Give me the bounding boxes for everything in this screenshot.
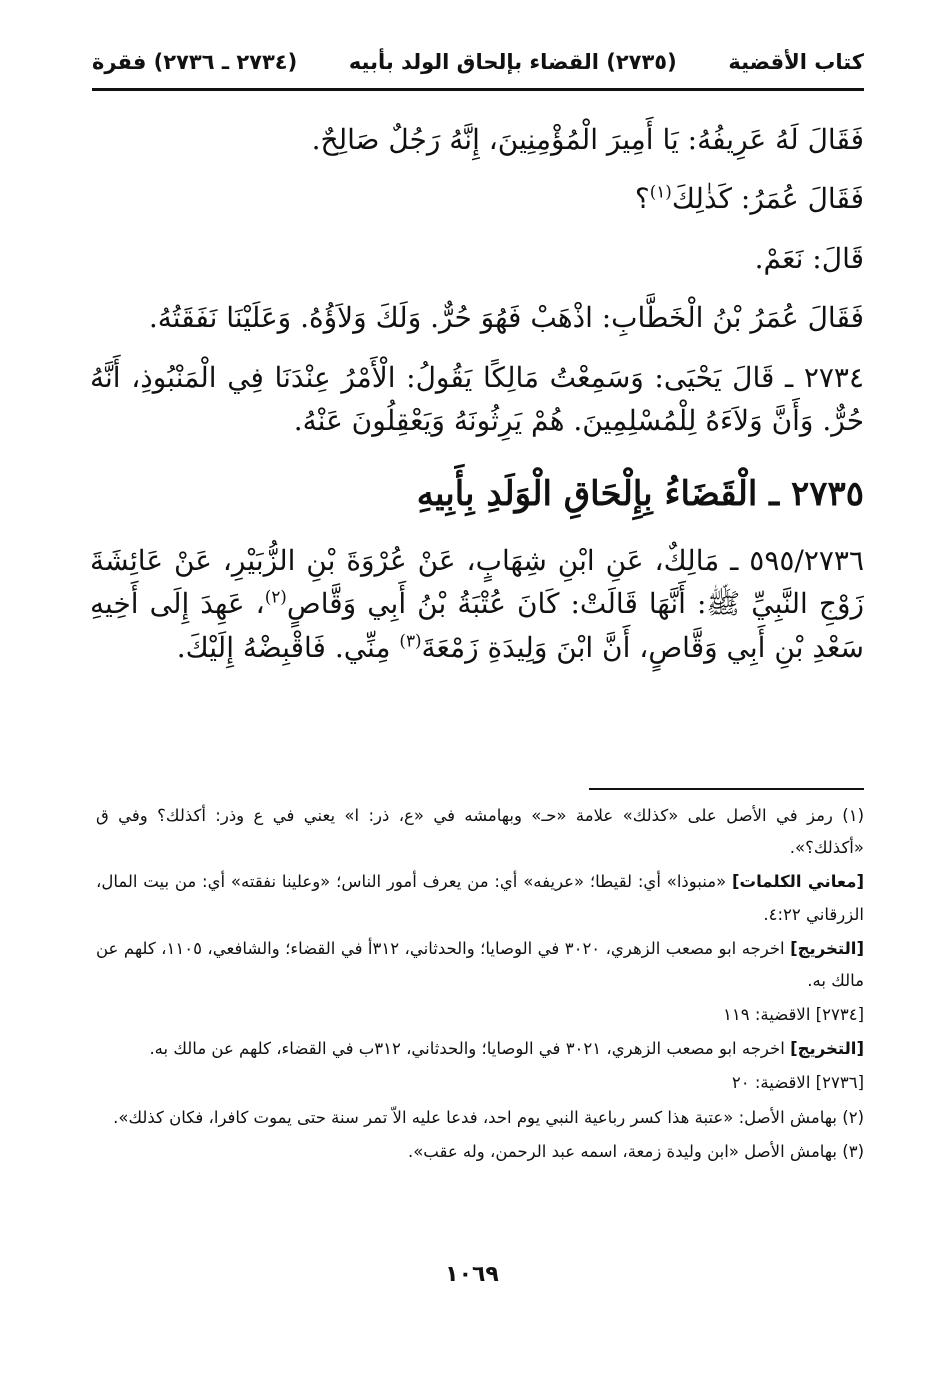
header-paragraph-range: (٢٧٣٤ ـ ٢٧٣٦) فقرة [92, 50, 298, 74]
main-text [90, 118, 864, 685]
paragraph-4: فَقَالَ عُمَرُ بْنُ الْخَطَّابِ: اذْهَبْ فَهُوَ حُرٌّ. وَلَكَ وَلاَؤُهُ. وَعَلَيْنَا نَفَقَتُهُ. [148, 301, 864, 335]
footnote-3: (٣) بهامش الأصل «ابن وليدة زمعة، اسمه عبد الرحمن، وله عقب». [407, 1141, 864, 1161]
footnote-ref-2734: [٢٧٣٤] الاقضية: ١١٩ [723, 1005, 864, 1025]
footnotes [96, 800, 864, 1170]
paragraph-2-end: ؟ [634, 182, 650, 216]
footnote-takhrij-1-text: اخرجه ابو مصعب الزهري، ٣٠٢٠ في الوصايا؛ والحدثاني، ٣١٢أ في القضاء؛ والشافعي، ١١٠٥، كلهم عن مالك به. [96, 938, 864, 990]
paragraph-3: قَالَ: نَعَمْ. [754, 241, 864, 275]
paragraph-2736-part-c: مِنِّي. فَاقْبِضْهُ إِلَيْكَ. [176, 630, 400, 664]
header-chapter-title: (٢٧٣٥) القضاء بإلحاق الولد بأبيه [348, 50, 677, 74]
footnote-ref-3: (٣) [399, 630, 422, 651]
footnote-1: (١) رمز في الأصل على «كذلك» علامة «حـ» وبهامشه في «ع، ذر: ا» يعني في ع وذر: أكذلك؟ وفي ق «أكذلك؟». [96, 806, 864, 858]
footnote-word-meanings [96, 866, 864, 930]
paragraph-2736-part-a: ٥٩٥/٢٧٣٦ ـ مَالِكٌ، عَنِ ابْنِ شِهَابٍ، عَنْ عُرْوَةَ بْنِ الزُّبَيْرِ، عَنْ عَائِشَةَ زَوْجِ النَّبِيِّ ﷺ: أَنَّهَا قَالَتْ: كَانَ عُتْبَةُ بْنُ أَبِي وَقَّاصٍ [90, 544, 864, 621]
footnote-word-meanings-text: «منبوذا» أي: لقيطا؛ «عريفه» أي: من يعرف أمور الناس؛ «وعلينا نفقته» أي: من بيت المال، الزرقاني ٤:٢٢. [96, 872, 864, 924]
paragraph-2736 [90, 539, 864, 669]
paragraph-2734: ٢٧٣٤ ـ قَالَ يَحْيَى: وَسَمِعْتُ مَالِكًا يَقُولُ: الْأَمْرُ عِنْدَنَا فِي الْمَنْبُوذِ، أَنَّهُ حُرٌّ. وَأَنَّ وَلاَءَهُ لِلْمُسْلِمِينَ. هُمْ يَرِثُونَهُ وَيَعْقِلُونَ عَنْهُ. [90, 360, 864, 437]
footnote-takhrij-1-label: [التخريج] [790, 938, 864, 958]
footnote-takhrij-2-text: اخرجه ابو مصعب الزهري، ٣٠٢١ في الوصايا؛ والحدثاني، ٣١٢ب في القضاء، كلهم عن مالك به. [149, 1039, 791, 1059]
paragraph-2-text: فَقَالَ عُمَرُ: كَذٰلِكَ [671, 182, 864, 216]
header-book-title: كتاب الأقضية [728, 50, 864, 74]
footnote-word-meanings-label: [معاني الكلمات] [731, 872, 864, 892]
page-number: ١٠٦٩ [445, 1262, 499, 1287]
running-header [92, 42, 864, 82]
paragraph-1: فَقَالَ لَهُ عَرِيفُهُ: يَا أَمِيرَ الْمُؤْمِنِينَ، إِنَّهُ رَجُلٌ صَالِحٌ. [311, 123, 864, 156]
footnote-takhrij-2 [96, 1033, 864, 1065]
footnote-takhrij-2-label: [التخريج] [790, 1039, 864, 1059]
footnote-takhrij-1 [96, 933, 864, 997]
section-heading-2735: ٢٧٣٥ ـ الْقَضَاءُ بِإِلْحَاقِ الْوَلَدِ بِأَبِيهِ [416, 474, 864, 515]
footnote-2: (٢) بهامش الأصل: «عتبة هذا كسر رباعية النبي يوم احد، فدعا عليه الاّ تمر سنة حتى يموت كافرا، فكان كذلك». [113, 1107, 864, 1127]
header-rule [92, 88, 864, 91]
footnote-rule [589, 788, 864, 790]
footnote-ref-2736: [٢٧٣٦] الاقضية: ٢٠ [731, 1073, 864, 1093]
paragraph-2 [90, 177, 864, 220]
footnote-ref-2: (٢) [264, 587, 287, 608]
paragraph-2736-part-b: ، عَهِدَ إِلَى أَخِيهِ سَعْدِ بْنِ أَبِي وَقَّاصٍ، أَنَّ ابْنَ وَلِيدَةِ زَمْعَةَ [90, 587, 864, 664]
footnote-ref-1: (١) [649, 182, 672, 203]
